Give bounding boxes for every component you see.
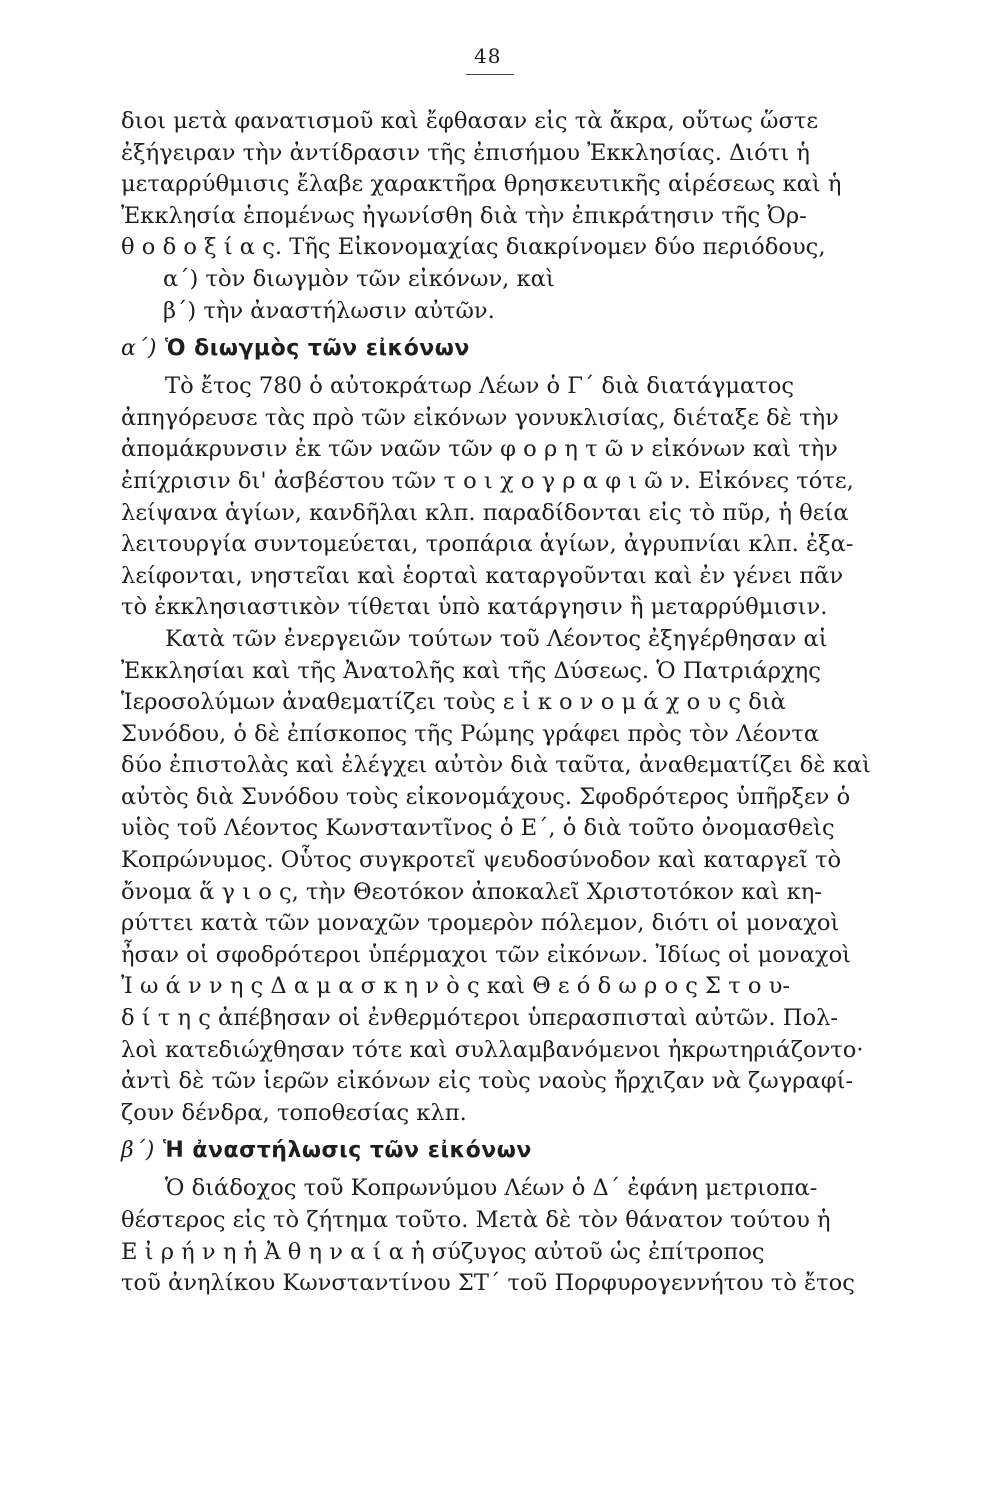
text-line: λειτουργία συντομεύεται, τροπάρια ἁγίων, ἀγρυπνίαι κλπ. ἐξα- <box>121 531 854 558</box>
section-title: Ἡ ἀναστήλωσις τῶν εἰκόνων <box>162 1138 532 1164</box>
paragraph-3 <box>121 624 881 1130</box>
text-line: διοι μετὰ φανατισμοῦ καὶ ἔφθασαν εἰς τὰ ἄκρα, οὕτως ὥστε <box>121 108 819 134</box>
text-line: δύο ἐπιστολὰς καὶ ἐλέγχει αὐτὸν διὰ ταῦτα, ἀναθεματίζει δὲ καὶ <box>121 752 871 779</box>
text-line: μεταρρύθμισις ἔλαβε χαρακτῆρα θρησκευτικῆς αἱρέσεως καὶ ἡ <box>121 171 842 198</box>
body-text <box>121 106 881 1300</box>
text-line: ἐπίχρισιν δι' ἀσβέστου τῶν τ ο ι χ ο γ ρ α φ ι ῶ ν. Εἰκόνες τότε, <box>121 467 854 494</box>
text-line: Ε ἰ ρ ή ν η ἡ Ἀ θ η ν α ί α ἡ σύζυγος αὐτοῦ ὡς ἐπίτροπος <box>121 1238 765 1265</box>
text-line: Ἐκκλησίαι καὶ τῆς Ἀνατολῆς καὶ τῆς Δύσεως. Ὁ Πατριάρχης <box>121 657 821 684</box>
text-line: τοῦ ἀνηλίκου Κωνσταντίνου ΣΤ΄ τοῦ Πορφυρογεννήτου τὸ ἔτος <box>121 1270 855 1297</box>
paragraph-1 <box>121 106 881 264</box>
text-line: ἦσαν οἱ σφοδρότεροι ὑπέρμαχοι τῶν εἰκόνων. Ἰδίως οἱ μοναχοὶ <box>121 941 852 968</box>
text-line: τὸ ἐκκλησιαστικὸν τίθεται ὑπὸ κατάργησιν ἢ μεταρρύθμισιν. <box>121 594 828 621</box>
text-line: ἀπομάκρυνσιν ἐκ τῶν ναῶν τῶν φ ο ρ η τ ῶ ν εἰκόνων καὶ τὴν <box>121 436 838 463</box>
text-line: Ἰ ω ά ν ν η ς Δ α μ α σ κ η ν ὸ ς καὶ Θ ε ό δ ω ρ ο ς Σ τ ο υ- <box>121 973 791 1000</box>
text-line: ἀπηγόρευσε τὰς πρὸ τῶν εἰκόνων γονυκλισίας, διέταξε δὲ τὴν <box>121 404 839 431</box>
text-line: ὄνομα ἅ γ ι ο ς, τὴν Θεοτόκον ἀποκαλεῖ Χριστοτόκον καὶ κη- <box>121 878 822 905</box>
list-item: β΄) τὴν ἀναστήλωσιν αὐτῶν. <box>163 297 495 324</box>
text-line: ρύττει κατὰ τῶν μοναχῶν τρομερὸν πόλεμον, διότι οἱ μοναχοὶ <box>121 910 840 937</box>
text-line: θέστερος εἰς τὸ ζήτημα τοῦτο. Μετὰ δὲ τὸν θάνατον τούτου ἡ <box>121 1207 831 1233</box>
text-line: ἐξήγειραν τὴν ἀντίδρασιν τῆς ἐπισήμου Ἐκκλησίας. Διότι ἡ <box>121 139 810 166</box>
text-line: λείψανα ἁγίων, κανδῆλαι κλπ. παραδίδονται εἰς τὸ πῦρ, ἡ θεία <box>121 499 849 526</box>
text-line: ζουν δένδρα, τοποθεσίας κλπ. <box>121 1099 467 1126</box>
text-line: Συνόδου, ὁ δὲ ἐπίσκοπος τῆς Ρώμης γράφει πρὸς τὸν Λέοντα <box>121 720 820 747</box>
section-heading-a <box>121 327 881 371</box>
section-marker: α΄) <box>121 336 157 362</box>
text-line: λείφονται, νηστεῖαι καὶ ἑορταὶ καταργοῦνται καὶ ἐν γένει πᾶν <box>121 562 844 589</box>
text-line: θ ο δ ο ξ ί α ς. Τῆς Εἰκονομαχίας διακρίνομεν δύο περιόδους, <box>121 234 826 261</box>
paragraph-2 <box>121 371 881 624</box>
page-number-rule <box>466 74 514 75</box>
text-line: δ ί τ η ς ἀπέβησαν οἱ ἐνθερμότεροι ὑπερασπισταὶ αὐτῶν. Πολ- <box>121 1005 839 1032</box>
text-line: Κατὰ τῶν ἐνεργειῶν τούτων τοῦ Λέοντος ἐξηγέρθησαν αἱ <box>165 625 828 652</box>
section-marker: β΄) <box>121 1138 155 1164</box>
text-line: Ἱεροσολύμων ἀναθεματίζει τοὺς ε ἰ κ ο ν ο μ ά χ ο υ ς διὰ <box>121 689 786 716</box>
text-line: Ὁ διάδοχος τοῦ Κοπρωνύμου Λέων ὁ Δ΄ ἐφάνη μετριοπα- <box>165 1175 818 1202</box>
section-heading-b <box>121 1129 881 1173</box>
period-list <box>121 264 881 327</box>
section-title: Ὁ διωγμὸς τῶν εἰκόνων <box>164 336 470 362</box>
page-number: 48 <box>474 44 502 68</box>
paragraph-4 <box>121 1173 881 1299</box>
text-line: Κοπρώνυμος. Οὗτος συγκροτεῖ ψευδοσύνοδον καὶ καταργεῖ τὸ <box>121 847 842 874</box>
text-line: ἀντὶ δὲ τῶν ἱερῶν εἰκόνων εἰς τοὺς ναοὺς ἤρχιζαν νὰ ζωγραφί- <box>121 1068 854 1095</box>
text-line: αὐτὸς διὰ Συνόδου τοὺς εἰκονομάχους. Σφοδρότερος ὑπῆρξεν ὁ <box>121 783 851 810</box>
list-item: α΄) τὸν διωγμὸν τῶν εἰκόνων, καὶ <box>163 265 555 292</box>
text-line: υἱὸς τοῦ Λέοντος Κωνσταντῖνος ὁ Ε΄, ὁ διὰ τοῦτο ὀνομασθεὶς <box>121 815 835 842</box>
text-line: λοὶ κατεδιώχθησαν τότε καὶ συλλαμβανόμενοι ἠκρωτηριάζοντο· <box>121 1036 864 1063</box>
text-line: Τὸ ἔτος 780 ὁ αὐτοκράτωρ Λέων ὁ Γ΄ διὰ διατάγματος <box>165 373 795 400</box>
text-line: Ἐκκλησία ἑπομένως ἠγωνίσθη διὰ τὴν ἐπικράτησιν τῆς Ὀρ- <box>121 202 807 229</box>
